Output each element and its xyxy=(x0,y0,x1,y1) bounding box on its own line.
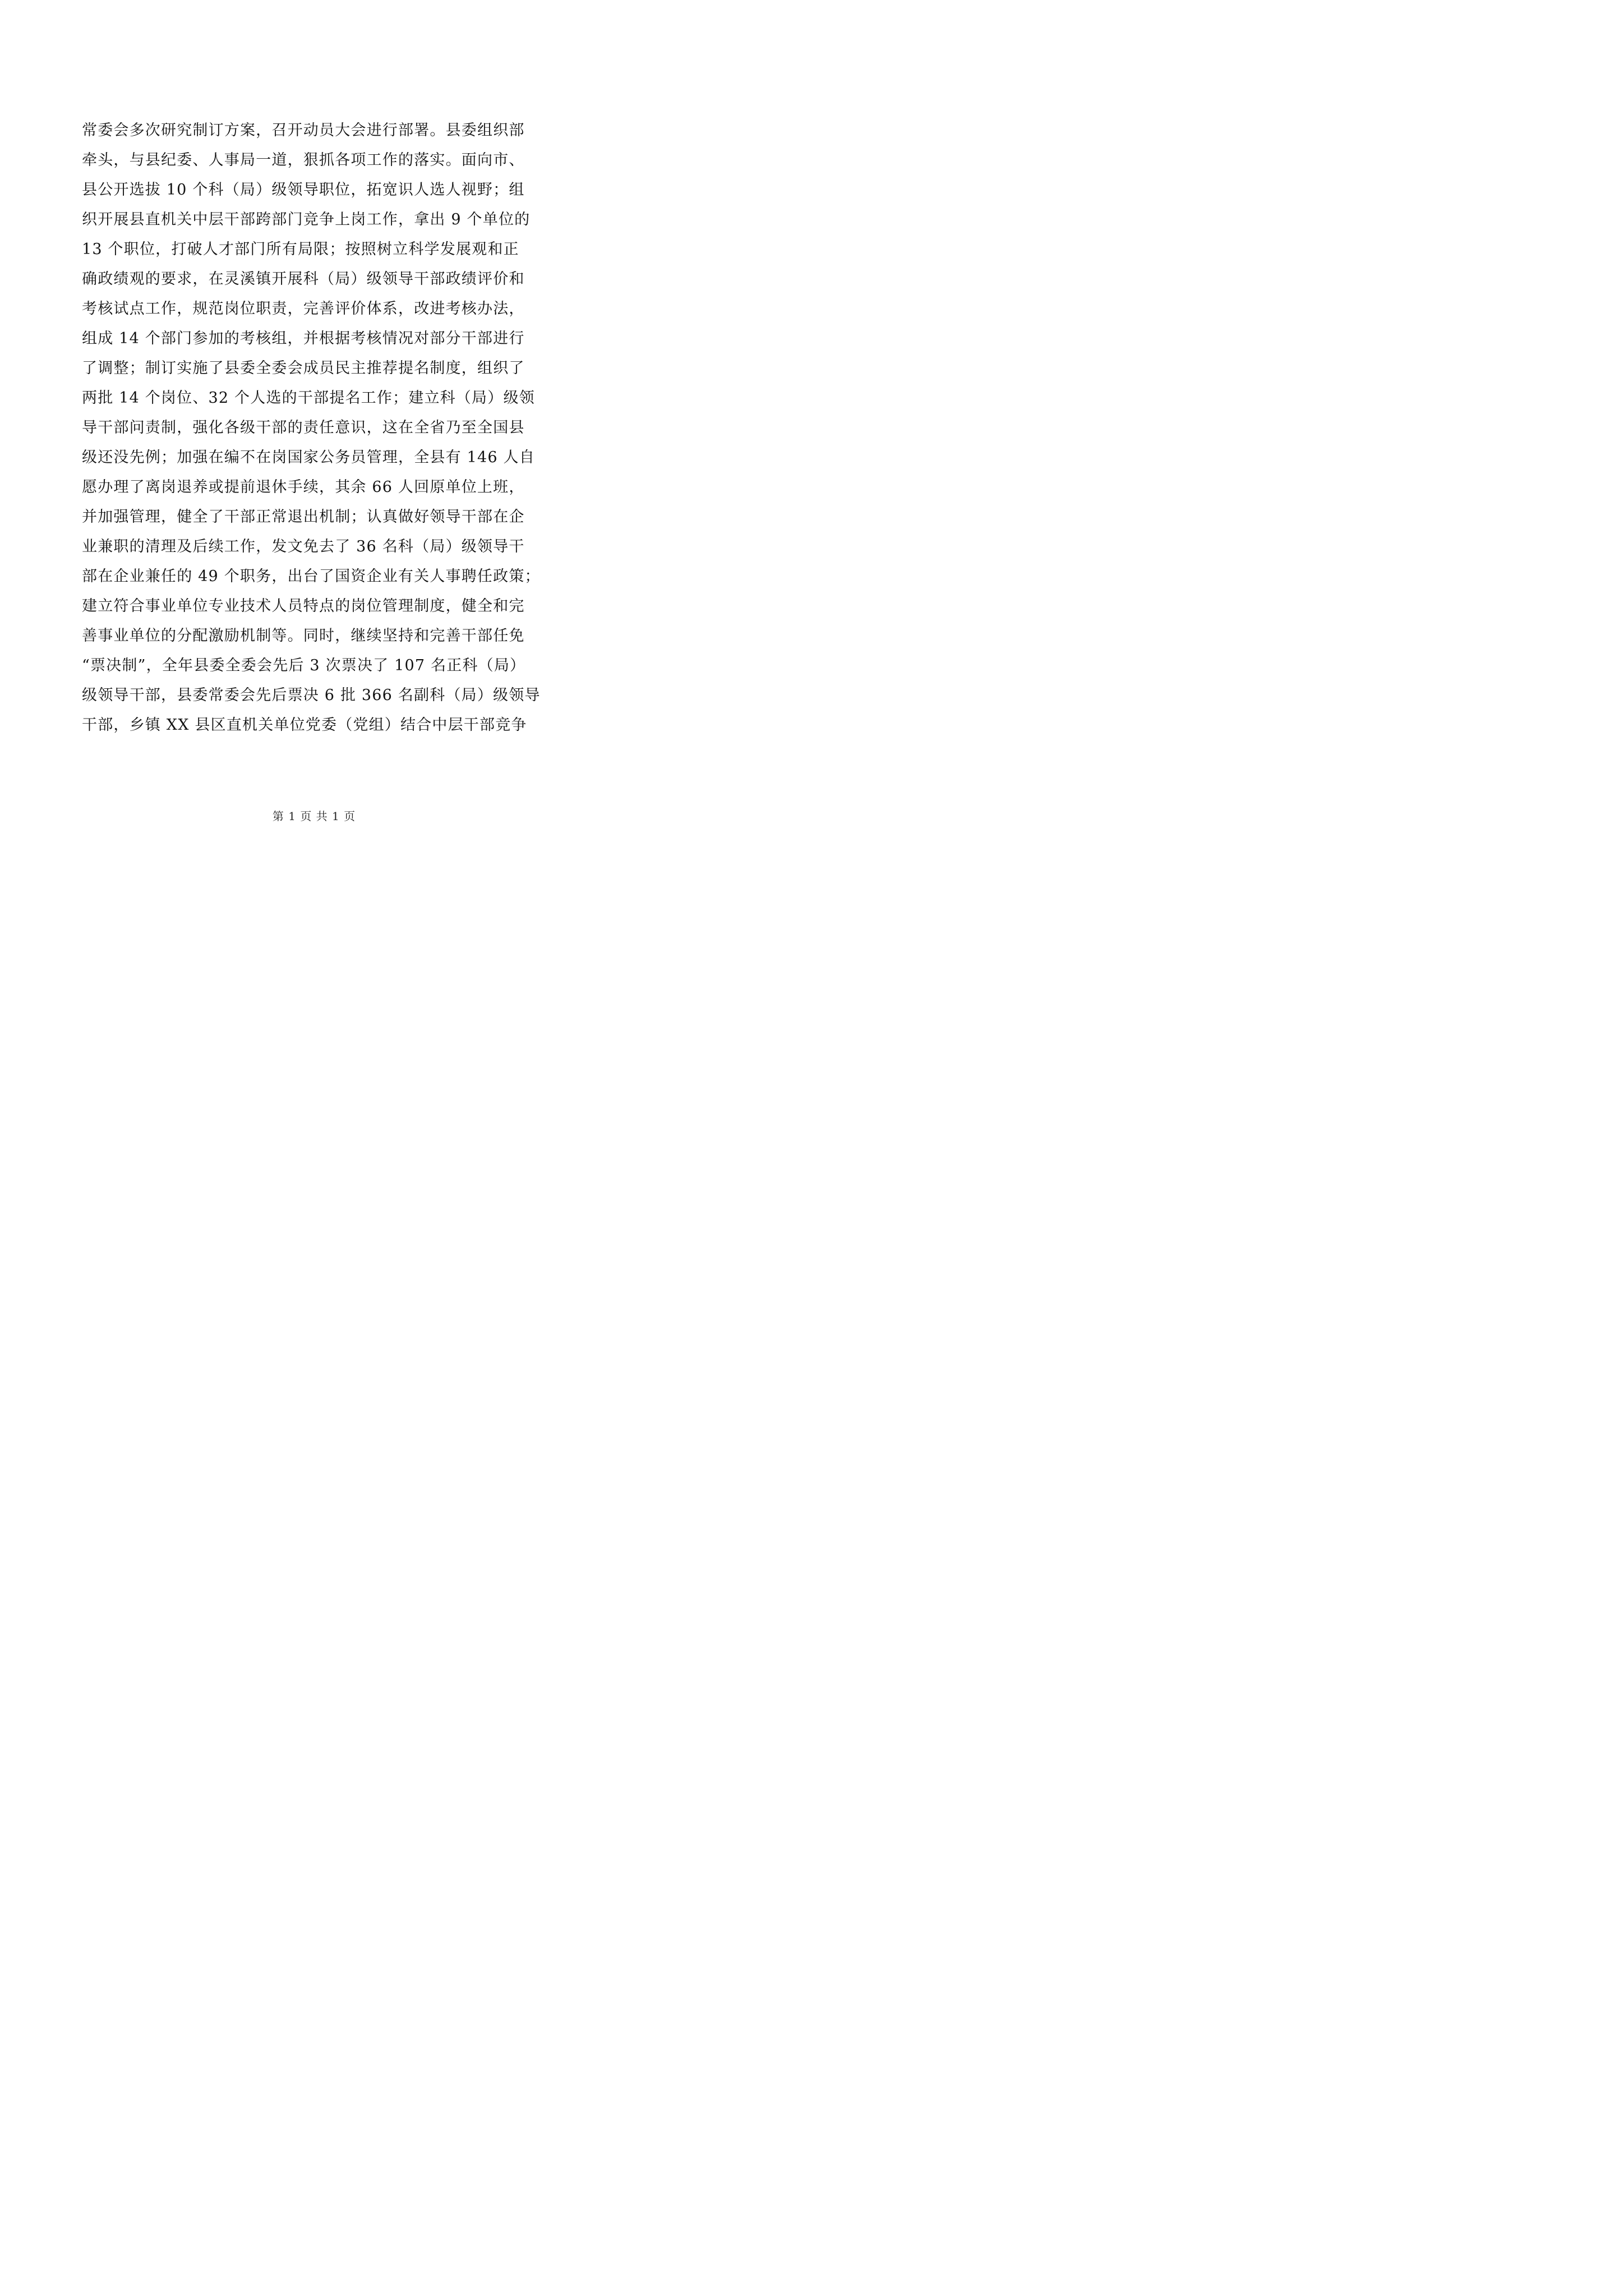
text-line: 并加强管理，健全了干部正常退出机制；认真做好领导干部在企 xyxy=(82,508,525,526)
document-page xyxy=(0,0,628,889)
body-paragraph xyxy=(82,116,548,740)
text-line: 善事业单位的分配激励机制等。同时，继续坚持和完善干部任免 xyxy=(82,627,525,645)
text-line: 愿办理了离岗退养或提前退休手续，其余 66 人回原单位上班， xyxy=(82,478,525,496)
page-number: 第 1 页 共 1 页 xyxy=(272,809,356,823)
text-line: 确政绩观的要求，在灵溪镇开展科（局）级领导干部政绩评价和 xyxy=(82,270,525,288)
text-line: 组成 14 个部门参加的考核组，并根据考核情况对部分干部进行 xyxy=(82,330,525,347)
text-line: 两批 14 个岗位、32 个人选的干部提名工作；建立科（局）级领 xyxy=(82,389,535,407)
text-line: 考核试点工作，规范岗位职责，完善评价体系，改进考核办法， xyxy=(82,300,525,318)
text-line: 业兼职的清理及后续工作，发文免去了 36 名科（局）级领导干 xyxy=(82,538,525,555)
text-line: 部在企业兼任的 49 个职务，出台了国资企业有关人事聘任政策； xyxy=(82,568,541,585)
text-line: 13 个职位，打破人才部门所有局限；按照树立科学发展观和正 xyxy=(82,241,519,258)
text-line: 级还没先例；加强在编不在岗国家公务员管理，全县有 146 人自 xyxy=(82,449,535,466)
text-line: 牵头，与县纪委、人事局一道，狠抓各项工作的落实。面向市、 xyxy=(82,151,525,169)
text-line: 级领导干部，县委常委会先后票决 6 批 366 名副科（局）级领导 xyxy=(82,687,541,704)
text-line: 导干部问责制，强化各级干部的责任意识，这在全省乃至全国县 xyxy=(82,419,525,436)
text-line: 织开展县直机关中层干部跨部门竞争上岗工作，拿出 9 个单位的 xyxy=(82,211,531,228)
text-line: 建立符合事业单位专业技术人员特点的岗位管理制度，健全和完 xyxy=(82,597,525,615)
text-line: 了调整；制订实施了县委全委会成员民主推荐提名制度，组织了 xyxy=(82,360,525,377)
text-line: 常委会多次研究制订方案，召开动员大会进行部署。县委组织部 xyxy=(82,122,525,139)
text-line: 县公开选拔 10 个科（局）级领导职位，拓宽识人选人视野；组 xyxy=(82,181,525,199)
text-line: 干部，乡镇 XX 县区直机关单位党委（党组）结合中层干部竞争 xyxy=(82,716,527,734)
text-line: “票决制”，全年县委全委会先后 3 次票决了 107 名正科（局） xyxy=(82,657,526,674)
page-footer xyxy=(0,809,628,823)
